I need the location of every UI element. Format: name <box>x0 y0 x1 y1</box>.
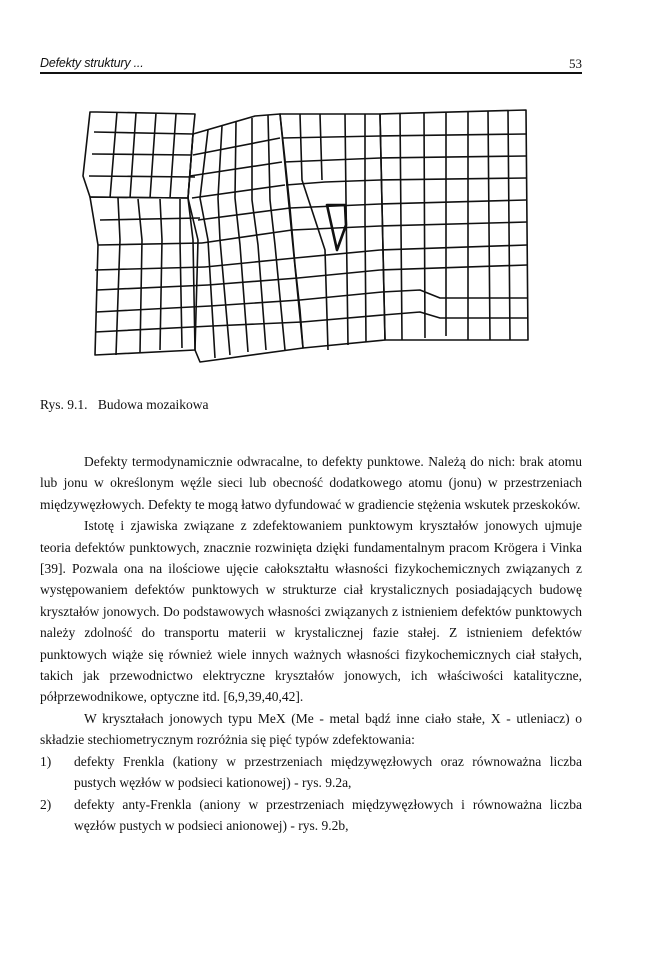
list-text: defekty anty-Frenkla (aniony w przestrzeniach międzywęzłowych i równoważna liczba węzłów pustych w podsieci anionowej) - rys. 9.2b, <box>74 796 582 833</box>
body-text <box>40 451 582 836</box>
list-item <box>40 751 582 794</box>
list-marker: 1) <box>40 753 52 769</box>
list-item <box>40 794 582 837</box>
list-text: defekty Frenkla (kationy w przestrzeniach międzywęzłowych oraz równoważna liczba pustych węzłów w podsieci kationowej) - rys. 9.2a, <box>74 753 582 791</box>
running-head <box>40 56 582 72</box>
figure-caption-text: Budowa mozaikowa <box>97 397 209 412</box>
paragraph: W kryształach jonowych typu MeX (Me - metal bądź inne ciało stałe, X - utleniacz) o składzie stechiometrycznym rozróżnia się pięć typów zdefektowania: <box>40 710 582 748</box>
figure-mosaic-lattice <box>80 100 560 380</box>
figure-number: Rys. 9.1. <box>40 397 88 412</box>
paragraph: Defekty termodynamicznie odwracalne, to defekty punktowe. Należą do nich: brak atomu lub jonu w określonym węźle sieci lub obecność dodatkowego atomu (jonu) w przestrzeniach międzywęzłowych. Defekty te mogą łatwo dyfundować w gradiencie stężenia wskutek przeskoków. <box>40 454 582 512</box>
page-number: 53 <box>569 56 582 71</box>
running-head-title: Defekty struktury ... <box>40 56 144 70</box>
list-marker: 2) <box>40 796 52 812</box>
figure-caption <box>40 397 208 413</box>
paragraph: Istotę i zjawiska związane z zdefektowaniem punktowym kryształów jonowych ujmuje teoria defektów punktowych, znacznie rozwinięta dzięki fundamentalnym pracom Krögera i Vinka [39]. Pozwala ona na ilościowe ujęcie całokształtu własności fizykochemicznych związanych z występowaniem defektów punktowych w strukturze ciał krystalicznych posiadających budowę kryształów jonowych. Do podstawowych własności związanych z istnieniem defektów punktowych należy zdolność do transportu materii w krystalicznej fazie stałej. Z istnieniem defektów punktowych wiąże się również wiele innych ważnych własności fizykochemicznych ciał stałych, takich jak przewodnictwo elektryczne kryształów jonowych, ich właściwości katalityczne, półprzewodnikowe, optyczne itd. [6,9,39,40,42]. <box>40 518 582 705</box>
lattice-drawing <box>80 100 560 380</box>
header-rule <box>40 72 582 74</box>
